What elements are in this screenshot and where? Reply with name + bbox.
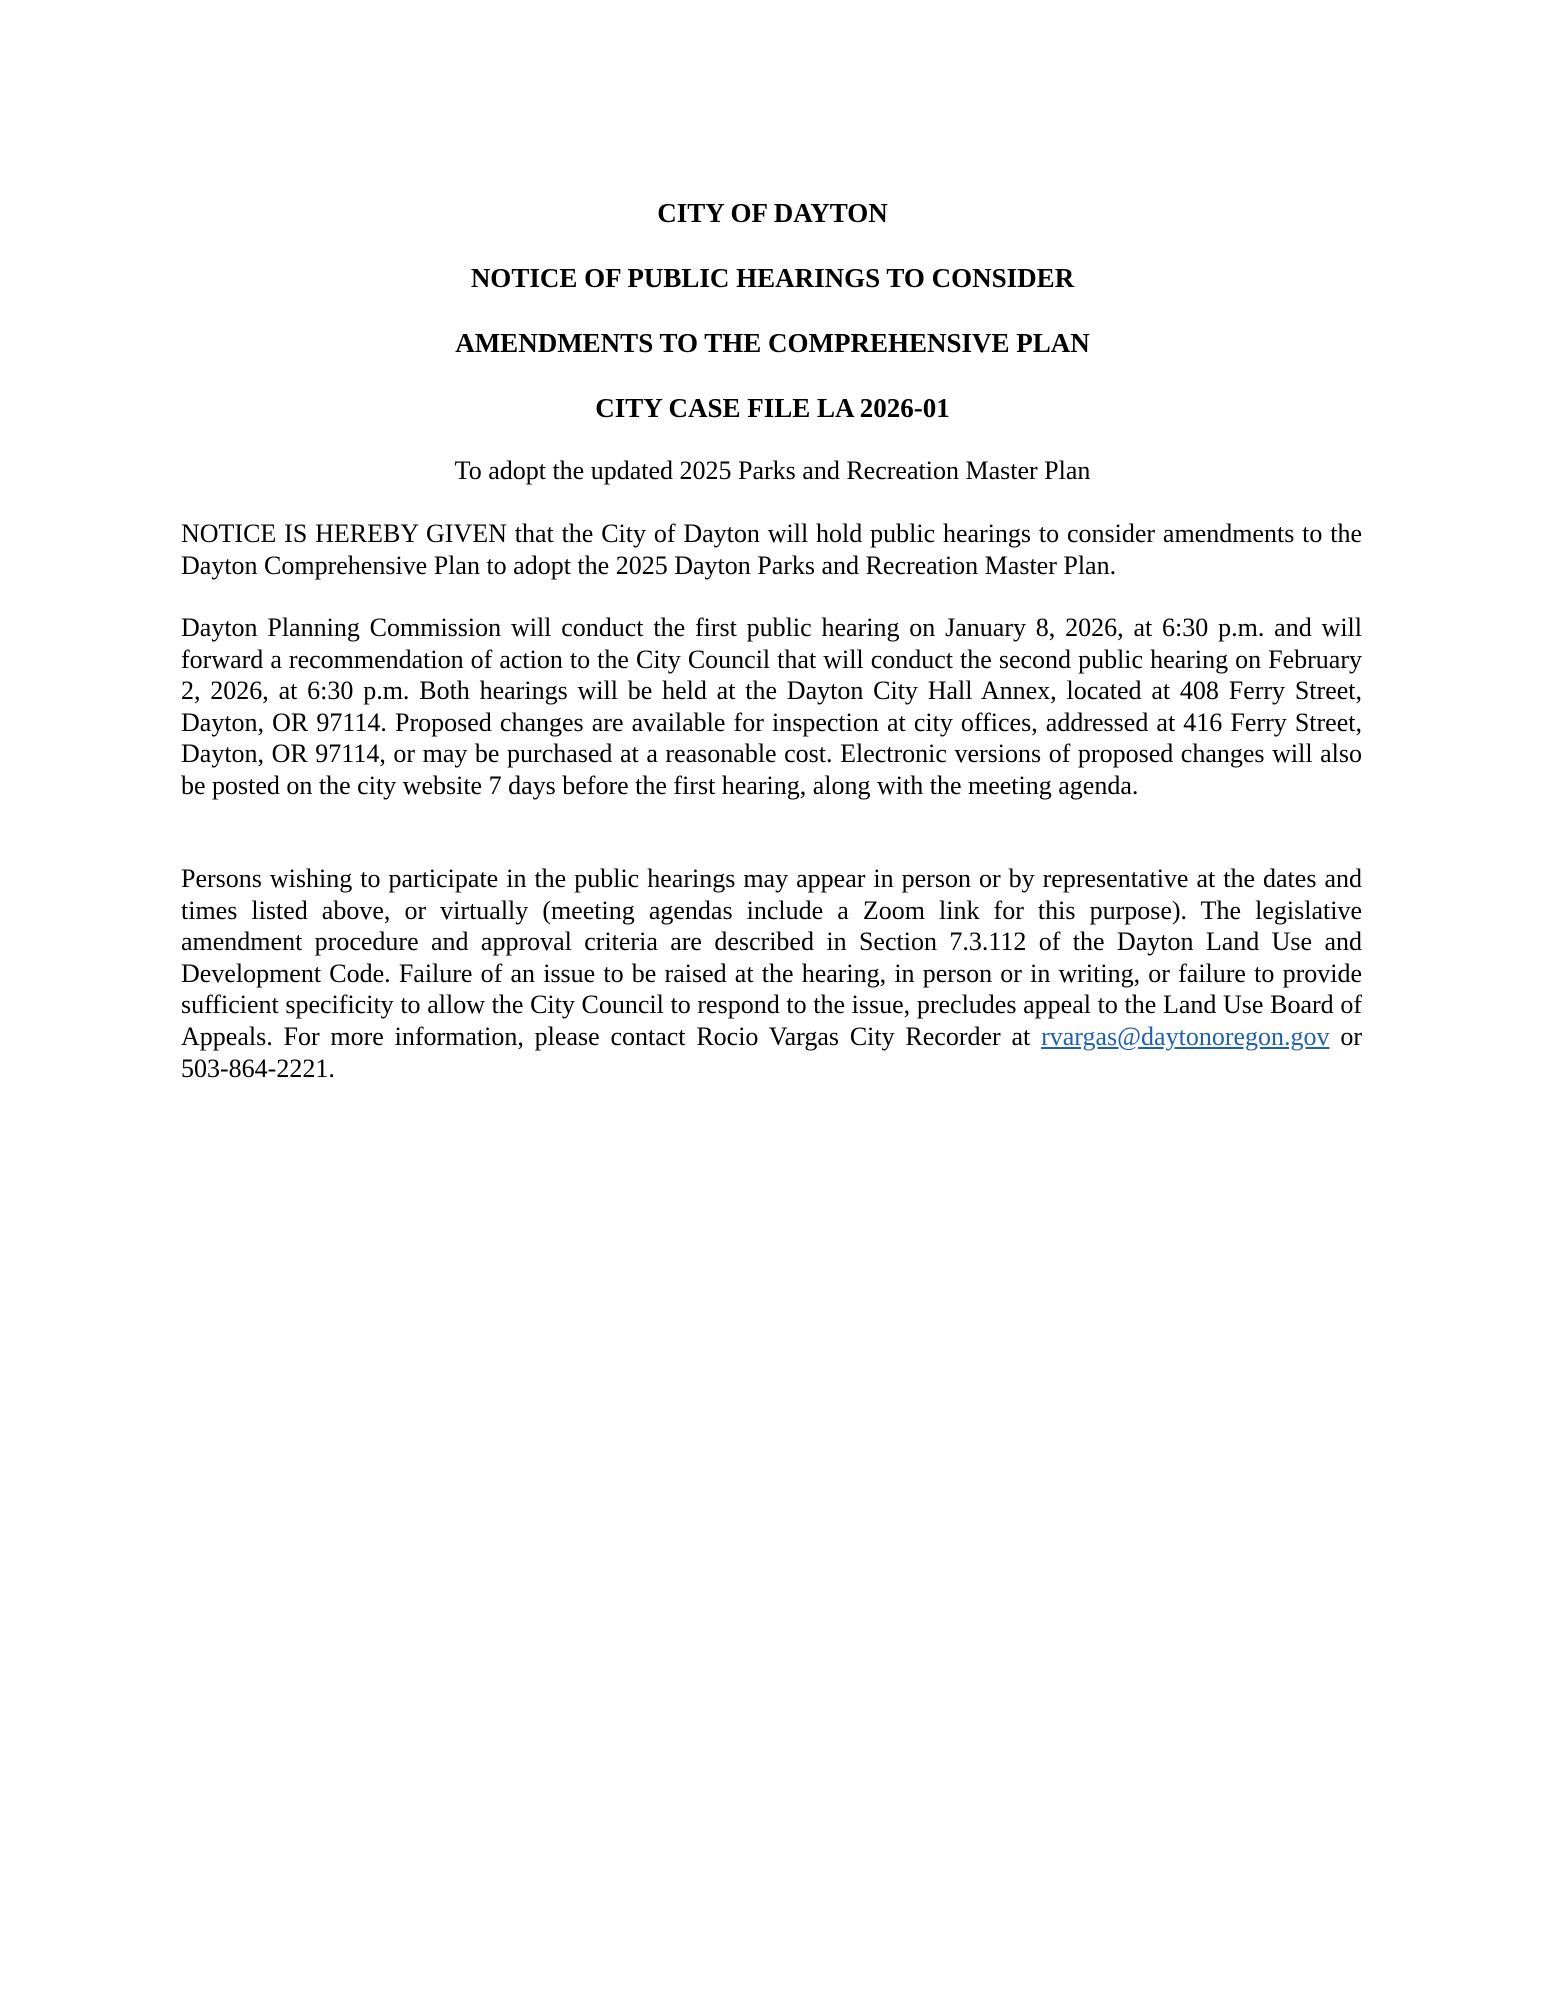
subtitle: To adopt the updated 2025 Parks and Recreation Master Plan <box>454 456 1091 485</box>
heading-city-name: CITY OF DAYTON <box>657 198 888 228</box>
heading-amendments: AMENDMENTS TO THE COMPREHENSIVE PLAN <box>455 328 1090 358</box>
email-link[interactable]: rvargas@daytonoregon.gov <box>1041 1021 1330 1051</box>
paragraph-notice: NOTICE IS HEREBY GIVEN that the City of Dayton will hold public hearings to consider amendments to the Dayton Comprehensive Plan to adopt the 2025 Dayton Parks and Recreation Master Plan. <box>181 519 1362 580</box>
paragraph-participation <box>181 863 1362 1084</box>
paragraph-participation-text: Persons wishing to participate in the public hearings may appear in person or by representative at the dates and times listed above, or virtually (meeting agendas include a Zoom link for this purpose). The legislative amendment procedure and approval criteria are described in Section 7.3.112 of the Dayton Land Use and Development Code. Failure of an issue to be raised at the hearing, in person or in writing, or failure to provide sufficient specificity to allow the City Council to respond to the issue, precludes appeal to the Land Use Board of Appeals. For more information, please contact Rocio Vargas City Recorder at <box>181 864 1362 1051</box>
paragraph-hearings: Dayton Planning Commission will conduct the first public hearing on January 8, 2026, at 6:30 p.m. and will forward a recommendation of action to the City Council that will conduct the second public hearing on February 2, 2026, at 6:30 p.m. Both hearings will be held at the Dayton City Hall Annex, located at 408 Ferry Street, Dayton, OR 97114. Proposed changes are available for inspection at city offices, addressed at 416 Ferry Street, Dayton, OR 97114, or may be purchased at a reasonable cost. Electronic versions of proposed changes will also be posted on the city website 7 days before the first hearing, along with the meeting agenda. <box>181 613 1362 800</box>
paragraph-participation-tail: or 503-864-2221. <box>181 1021 1362 1083</box>
heading-case-file: CITY CASE FILE LA 2026-01 <box>595 393 950 423</box>
heading-notice: NOTICE OF PUBLIC HEARINGS TO CONSIDER <box>470 263 1075 293</box>
